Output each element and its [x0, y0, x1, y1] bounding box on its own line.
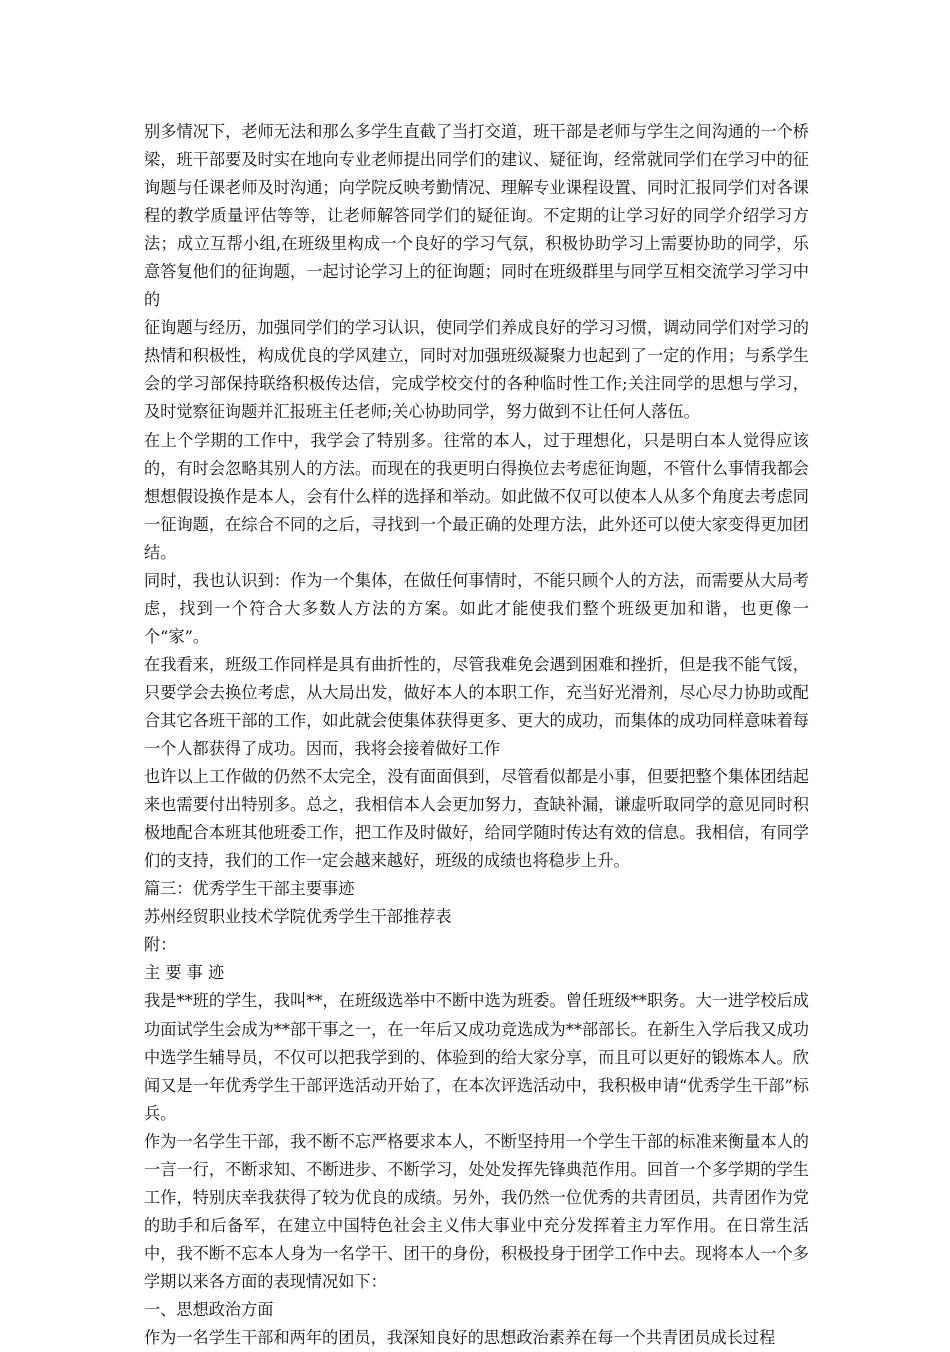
main-deeds-heading: 主 要 事 迹 — [144, 963, 225, 983]
paragraph-6: 也许以上工作做的仍然不太完全，没有面面俱到，尽管看似都是小事，但要把整个集体团结起来也需要付出特别多。总之，我相信本人会更加努力，查缺补漏，谦虚听取同学的意见同时积极地配合本班其他班委工作，把工作及时做好，给同学随时传达有效的信息。我相信，有同学们的支持，我们的工作一定会越来越好，班级的成绩也将稳步上升。 — [144, 767, 809, 871]
paragraph-8: 作为一名学生干部，我不断不忘严格要求本人，不断坚持用一个学生干部的标准来衡量本人的一言一行，不断求知、不断进步、不断学习，处处发挥先锋典范作用。回首一个多学期的学生工作，特别庆幸我获得了较为优良的成绩。另外，我仍然一位优秀的共青团员，共青团作为党的助手和后备军，在建立中国特色社会主义伟大事业中充分发挥着主力军作用。在日常生活中，我不断不忘本人身为一名学干、团干的身份，积极投身于团学工作中去。现将本人一个多学期以来各方面的表现情况如下： — [144, 1131, 809, 1291]
paragraph-1: 别多情况下，老师无法和那么多学生直截了当打交道，班干部是老师与学生之间沟通的一个桥梁，班干部要及时实在地向专业老师提出同学们的建议、疑征询，经常就同学们在学习中的征询题与任课老师及时沟通；向学院反映考勤情况、理解专业课程设置、同时汇报同学们对各课程的教学质量评估等等，让老师解答同学们的疑征询。不定期的让学习好的同学介绍学习方法；成立互帮小组,在班级里构成一个良好的学习气氛，积极协助学习上需要协助的同学，乐意答复他们的征询题，一起讨论学习上的征询题；同时在班级群里与同学互相交流学习学习中的 — [144, 122, 809, 310]
document-body — [144, 118, 809, 1352]
attachment-label: 附： — [144, 935, 177, 955]
paragraph-9: 作为一名学生干部和两年的团员，我深知良好的思想政治素养在每一个共青团员成长过程 — [144, 1328, 776, 1348]
section-heading: 篇三：优秀学生干部主要事迹 — [144, 879, 355, 899]
form-title: 苏州经贸职业技术学院优秀学生干部推荐表 — [144, 907, 452, 927]
subsection-heading: 一、思想政治方面 — [144, 1299, 274, 1319]
paragraph-3: 在上个学期的工作中，我学会了特别多。往常的本人，过于理想化，只是明白本人觉得应该的，有时会忽略其别人的方法。而现在的我更明白得换位去考虑征询题，不管什么事情我都会想想假设换作是本人，会有什么样的选择和举动。如此做不仅可以使本人从多个角度去考虑同一征询题，在综合不同的之后，寻找到一个最正确的处理方法，此外还可以使大家变得更加团结。 — [144, 430, 809, 562]
paragraph-7: 我是**班的学生，我叫**，在班级选举中不断中选为班委。曾任班级**职务。大一进学校后成功面试学生会成为**部干事之一，在一年后又成功竞选成为**部部长。在新生入学后我又成功中选学生辅导员，不仅可以把我学到的、体验到的给大家分享，而且可以更好的锻炼本人。欣闻又是一年优秀学生干部评选活动开始了，在本次评选活动中，我积极申请“优秀学生干部”标兵。 — [144, 991, 809, 1123]
paragraph-4: 同时，我也认识到：作为一个集体，在做任何事情时，不能只顾个人的方法，而需要从大局考虑，找到一个符合大多数人方法的方案。如此才能使我们整个班级更加和谐，也更像一个“家”。 — [144, 570, 809, 646]
paragraph-2: 征询题与经历，加强同学们的学习认识，使同学们养成良好的学习习惯，调动同学们对学习的热情和积极性，构成优良的学风建立，同时对加强班级凝聚力也起到了一定的作用；与系学生会的学习部保持联络积极传达信，完成学校交付的各种临时性工作;关注同学的思想与学习，及时觉察征询题并汇报班主任老师;关心协助同学，努力做到不让任何人落伍。 — [144, 318, 809, 422]
paragraph-5: 在我看来，班级工作同样是具有曲折性的，尽管我难免会遇到困难和挫折，但是我不能气馁，只要学会去换位考虑，从大局出发，做好本人的本职工作，充当好光滑剂，尽心尽力协助或配合其它各班干部的工作，如此就会使集体获得更多、更大的成功，而集体的成功同样意味着每一个人都获得了成功。因而，我将会接着做好工作 — [144, 654, 809, 759]
